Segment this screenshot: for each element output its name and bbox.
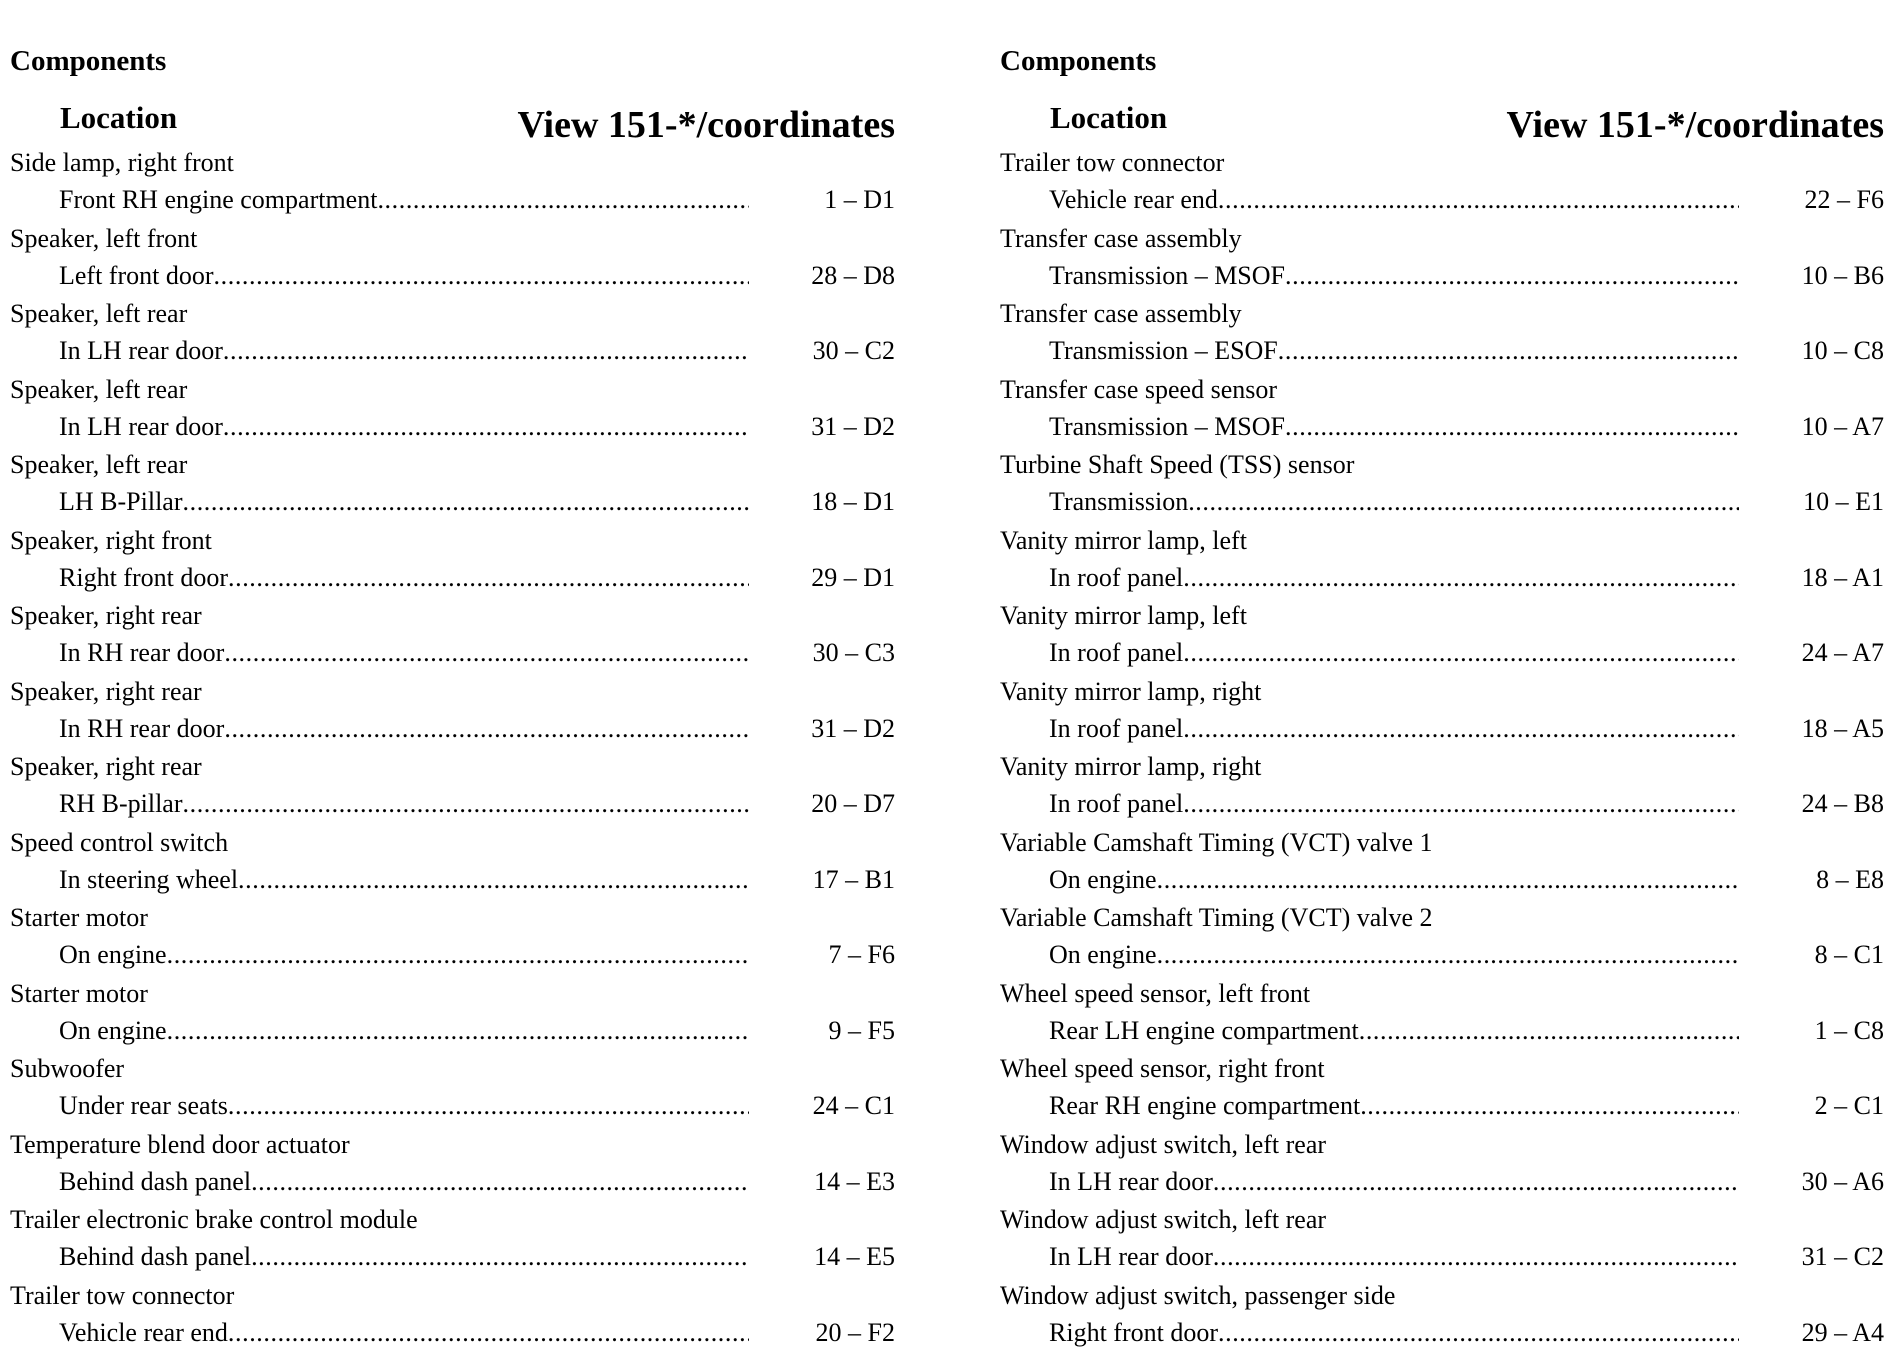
location-row (1000, 1087, 1884, 1125)
component-entry (1000, 295, 1884, 371)
view-coordinate: 14 – E3 (814, 1163, 895, 1201)
component-name: Vanity mirror lamp, left (1000, 597, 1884, 634)
component-list (10, 144, 895, 1352)
component-entry (1000, 975, 1884, 1051)
location-row (10, 408, 895, 446)
view-coordinate: 8 – E8 (1816, 861, 1884, 899)
component-entry (10, 1050, 895, 1126)
component-location: Vehicle rear end ..... (1049, 181, 1739, 219)
view-coordinate: 20 – D7 (811, 785, 895, 823)
component-name: Variable Camshaft Timing (VCT) valve 1 (1000, 824, 1884, 861)
component-location: Rear LH engine compartment ..... (1049, 1012, 1739, 1050)
component-location: Rear RH engine compartment ..... (1049, 1087, 1739, 1125)
view-coordinate: 1 – D1 (824, 181, 895, 219)
location-row (10, 861, 895, 899)
view-coordinate: 20 – F2 (816, 1314, 895, 1352)
component-entry (10, 295, 895, 371)
location-row (10, 785, 895, 823)
component-entry (10, 824, 895, 900)
component-location: Under rear seats ..... (59, 1087, 749, 1125)
view-coordinate: 24 – B8 (1802, 785, 1884, 823)
component-location: On engine ..... (1049, 861, 1739, 899)
component-name: Subwoofer (10, 1050, 895, 1087)
location-row (1000, 408, 1884, 446)
view-coordinate: 29 – A4 (1802, 1314, 1884, 1352)
component-name: Transfer case assembly (1000, 295, 1884, 332)
component-name: Speaker, right rear (10, 673, 895, 710)
location-row (1000, 483, 1884, 521)
location-row (10, 1012, 895, 1050)
component-entry (10, 673, 895, 749)
component-entry (10, 446, 895, 522)
component-location: In LH rear door ..... (1049, 1163, 1739, 1201)
view-coordinate: 30 – C2 (813, 332, 895, 370)
view-coordinate: 10 – C8 (1802, 332, 1884, 370)
location-header: Location (1050, 100, 1167, 136)
location-row (10, 332, 895, 370)
location-row (10, 1163, 895, 1201)
location-row (10, 1314, 895, 1352)
view-coordinate: 18 – D1 (811, 483, 895, 521)
location-row (1000, 332, 1884, 370)
component-name: Speaker, right rear (10, 748, 895, 785)
view-coordinate: 24 – A7 (1802, 634, 1884, 672)
view-coordinate: 2 – C1 (1815, 1087, 1884, 1125)
component-location: In LH rear door ..... (59, 332, 749, 370)
component-location: On engine ..... (59, 1012, 749, 1050)
view-coordinate: 30 – C3 (813, 634, 895, 672)
component-entry (1000, 597, 1884, 673)
component-location: Transmission – MSOF ..... (1049, 408, 1739, 446)
view-coordinate: 18 – A1 (1802, 559, 1884, 597)
component-name: Speaker, left front (10, 220, 895, 257)
component-entry (1000, 522, 1884, 598)
view-coordinate: 10 – A7 (1802, 408, 1884, 446)
location-row (1000, 1238, 1884, 1276)
component-entry (1000, 748, 1884, 824)
location-row (10, 936, 895, 974)
view-coordinate: 10 – B6 (1802, 257, 1884, 295)
component-location: RH B-pillar ..... (59, 785, 749, 823)
component-entry (10, 144, 895, 220)
component-location: Vehicle rear end ..... (59, 1314, 749, 1352)
component-entry (10, 899, 895, 975)
location-row (1000, 936, 1884, 974)
section-title: Components (1000, 44, 1156, 78)
component-entry (1000, 220, 1884, 296)
view-coordinate: 30 – A6 (1802, 1163, 1884, 1201)
component-name: Trailer tow connector (1000, 144, 1884, 181)
location-row (1000, 861, 1884, 899)
view-coordinate: 31 – C2 (1802, 1238, 1884, 1276)
view-coordinate: 17 – B1 (813, 861, 895, 899)
view-coordinate: 28 – D8 (811, 257, 895, 295)
component-name: Starter motor (10, 975, 895, 1012)
component-entry (1000, 899, 1884, 975)
component-name: Speaker, right front (10, 522, 895, 559)
component-location: Behind dash panel ..... (59, 1238, 749, 1276)
component-entry (10, 1201, 895, 1277)
component-entry (1000, 446, 1884, 522)
component-entry (10, 1277, 895, 1352)
component-location: In roof panel ..... (1049, 559, 1739, 597)
component-entry (10, 522, 895, 598)
component-location: LH B-Pillar ..... (59, 483, 749, 521)
component-entry (1000, 1126, 1884, 1202)
location-row (1000, 710, 1884, 748)
component-entry (1000, 1277, 1884, 1352)
location-row (1000, 559, 1884, 597)
component-entry (10, 1126, 895, 1202)
view-coordinate: 7 – F6 (829, 936, 895, 974)
component-name: Vanity mirror lamp, left (1000, 522, 1884, 559)
location-row (10, 181, 895, 219)
component-location: Behind dash panel ..... (59, 1163, 749, 1201)
location-row (10, 634, 895, 672)
component-name: Speaker, right rear (10, 597, 895, 634)
view-coordinate: 10 – E1 (1803, 483, 1884, 521)
component-name: Vanity mirror lamp, right (1000, 673, 1884, 710)
component-location: In LH rear door ..... (59, 408, 749, 446)
component-name: Window adjust switch, left rear (1000, 1201, 1884, 1238)
component-list (1000, 144, 1884, 1352)
component-entry (1000, 673, 1884, 749)
location-row (1000, 1163, 1884, 1201)
component-location: In roof panel ..... (1049, 634, 1739, 672)
location-row (1000, 1314, 1884, 1352)
component-name: Turbine Shaft Speed (TSS) sensor (1000, 446, 1884, 483)
location-row (10, 483, 895, 521)
component-entry (1000, 1050, 1884, 1126)
location-row (1000, 1012, 1884, 1050)
location-row (1000, 785, 1884, 823)
location-row (1000, 634, 1884, 672)
location-row (10, 710, 895, 748)
component-entry (10, 220, 895, 296)
component-name: Variable Camshaft Timing (VCT) valve 2 (1000, 899, 1884, 936)
component-entry (1000, 1201, 1884, 1277)
location-row (10, 1238, 895, 1276)
view-coordinate: 8 – C1 (1815, 936, 1884, 974)
component-name: Side lamp, right front (10, 144, 895, 181)
component-location: On engine ..... (59, 936, 749, 974)
location-row (1000, 181, 1884, 219)
location-row (10, 257, 895, 295)
component-location: Transmission – ESOF ..... (1049, 332, 1739, 370)
component-location: In roof panel ..... (1049, 710, 1739, 748)
view-coordinate: 31 – D2 (811, 408, 895, 446)
component-name: Vanity mirror lamp, right (1000, 748, 1884, 785)
component-name: Speaker, left rear (10, 446, 895, 483)
component-location: In RH rear door ..... (59, 710, 749, 748)
component-name: Trailer electronic brake control module (10, 1201, 895, 1238)
view-coordinate: 18 – A5 (1802, 710, 1884, 748)
view-coordinate: 9 – F5 (829, 1012, 895, 1050)
component-entry (1000, 824, 1884, 900)
section-title: Components (10, 44, 166, 78)
component-name: Wheel speed sensor, right front (1000, 1050, 1884, 1087)
view-coordinates-header: View 151-*/coordinates (1507, 103, 1884, 147)
view-coordinates-header: View 151-*/coordinates (518, 103, 895, 147)
location-row (10, 559, 895, 597)
component-entry (10, 975, 895, 1051)
location-row (10, 1087, 895, 1125)
component-location: In steering wheel ..... (59, 861, 749, 899)
component-location: Left front door ..... (59, 257, 749, 295)
component-location: Right front door ..... (1049, 1314, 1739, 1352)
component-name: Temperature blend door actuator (10, 1126, 895, 1163)
view-coordinate: 1 – C8 (1815, 1012, 1884, 1050)
view-coordinate: 24 – C1 (813, 1087, 895, 1125)
component-entry (10, 597, 895, 673)
component-entry (10, 371, 895, 447)
view-coordinate: 31 – D2 (811, 710, 895, 748)
component-name: Trailer tow connector (10, 1277, 895, 1314)
location-row (1000, 257, 1884, 295)
component-entry (10, 748, 895, 824)
component-name: Window adjust switch, left rear (1000, 1126, 1884, 1163)
component-name: Transfer case speed sensor (1000, 371, 1884, 408)
component-location: Front RH engine compartment ..... (59, 181, 749, 219)
component-name: Transfer case assembly (1000, 220, 1884, 257)
component-location: Transmission – MSOF ..... (1049, 257, 1739, 295)
location-header: Location (60, 100, 177, 136)
view-coordinate: 22 – F6 (1805, 181, 1884, 219)
component-location: On engine ..... (1049, 936, 1739, 974)
view-coordinate: 29 – D1 (811, 559, 895, 597)
component-name: Starter motor (10, 899, 895, 936)
component-location: In LH rear door ..... (1049, 1238, 1739, 1276)
component-name: Speaker, left rear (10, 371, 895, 408)
component-location: Transmission ..... (1049, 483, 1739, 521)
component-name: Wheel speed sensor, left front (1000, 975, 1884, 1012)
component-entry (1000, 144, 1884, 220)
component-entry (1000, 371, 1884, 447)
component-location: In RH rear door ..... (59, 634, 749, 672)
component-location: In roof panel ..... (1049, 785, 1739, 823)
component-name: Speaker, left rear (10, 295, 895, 332)
component-name: Window adjust switch, passenger side (1000, 1277, 1884, 1314)
component-name: Speed control switch (10, 824, 895, 861)
component-location: Right front door ..... (59, 559, 749, 597)
view-coordinate: 14 – E5 (814, 1238, 895, 1276)
